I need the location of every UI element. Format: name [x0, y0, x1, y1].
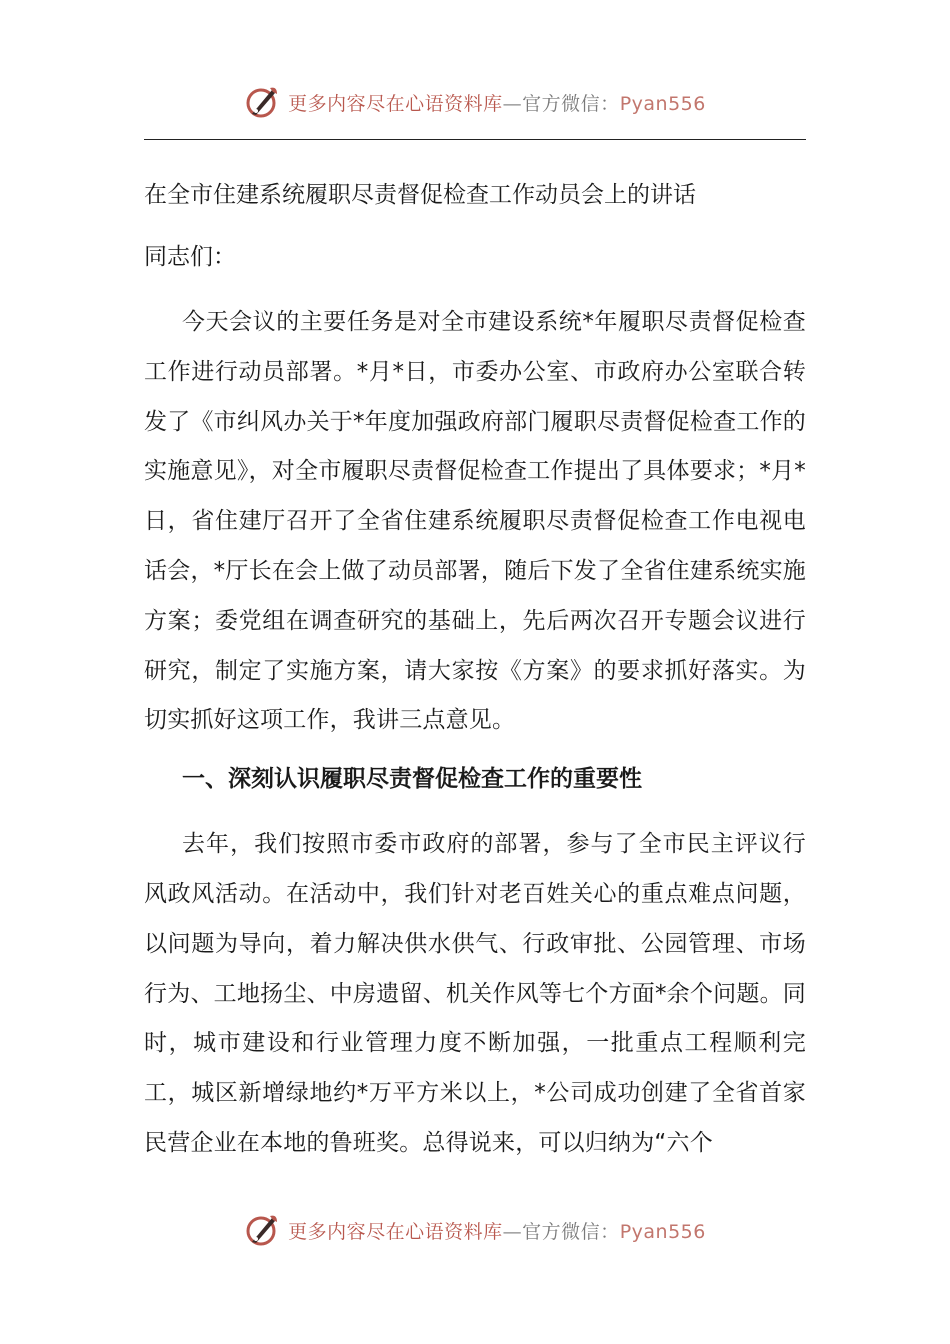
paragraph: 去年，我们按照市委市政府的部署，参与了全市民主评议行风政风活动。在活动中，我们针对老百姓关心的重点难点问题，以问题为导向，着力解决供水供气、行政审批、公园管理、市场行为、工地扬尘、中房遗留、机关作风等七个方面*余个问题。同时，城市建设和行业管理力度不断加强，一批重点工程顺利完工，城区新增绿地约*万平方米以上，*公司成功创建了全省首家民营企业在本地的鲁班奖。总得说来，可以归纳为“六个	[144, 831, 806, 1156]
greeting: 同志们：	[144, 244, 236, 270]
quill-pen-logo-icon	[244, 1212, 280, 1248]
banner-text	[288, 89, 706, 116]
document-body	[144, 174, 806, 1181]
document-title: 在全市住建系统履职尽责督促检查工作动员会上的讲话	[144, 182, 696, 208]
banner-wechat-id: Pyan556	[619, 92, 706, 115]
banner-main-text: 更多内容尽在心语资料库	[288, 1220, 503, 1243]
banner-main-text: 更多内容尽在心语资料库	[288, 92, 503, 115]
section-heading: 一、深刻认识履职尽责督促检查工作的重要性	[182, 766, 642, 793]
banner-separator: —	[502, 1220, 523, 1243]
header-banner	[0, 82, 950, 122]
banner-wechat-label: 官方微信：	[522, 92, 620, 115]
paragraph: 今天会议的主要任务是对全市建设系统*年履职尽责督促检查工作进行动员部署。*月*日，市委办公室、市政府办公室联合转发了《市纠风办关于*年度加强政府部门履职尽责督促检查工作的实施意见》，对全市履职尽责督促检查工作提出了具体要求；*月*日，省住建厅召开了全省住建系统履职尽责督促检查工作电视电话会，*厅长在会上做了动员部署，随后下发了全省住建系统实施方案；委党组在调查研究的基础上，先后两次召开专题会议进行研究，制定了实施方案，请大家按《方案》的要求抓好落实。为切实抓好这项工作，我讲三点意见。	[144, 309, 806, 734]
banner-separator: —	[502, 92, 523, 115]
header-divider	[144, 139, 806, 140]
banner-wechat-label: 官方微信：	[522, 1220, 620, 1243]
quill-pen-logo-icon	[244, 84, 280, 120]
footer-banner	[0, 1210, 950, 1250]
banner-wechat-id: Pyan556	[619, 1220, 706, 1243]
banner-text	[288, 1217, 706, 1244]
